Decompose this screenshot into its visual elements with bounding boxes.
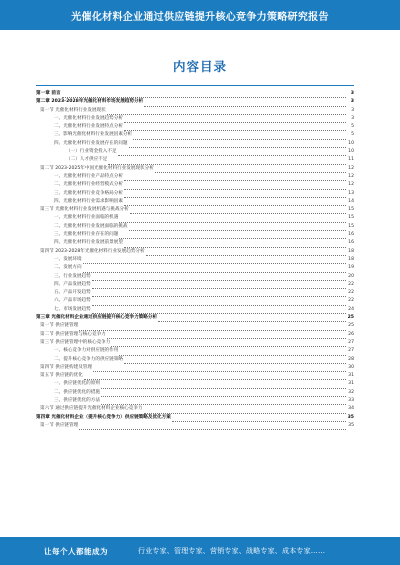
toc-entry-page: 22 [348,290,354,296]
toc-entry-page: 35 [347,414,354,420]
toc-entry-page: 31 [348,373,354,379]
toc-entry-page: 15 [348,207,354,213]
toc-entry-title: 四、光催化材料行业发展存在的问题 [54,140,128,146]
toc-entry[interactable] [36,397,354,405]
toc-leader-dots [84,373,346,380]
toc-entry[interactable] [36,347,354,355]
toc-entry-page: 14 [348,198,354,204]
toc-leader-dots [107,332,346,339]
toc-entry-title: 第三节 光催化材料行业发展机遇与挑战分析 [40,207,129,213]
toc-leader-dots [129,224,346,231]
toc-entry-page: 13 [348,190,354,196]
toc-leader-dots [124,199,346,206]
toc-entry-title: 第一节 供应链管理 [40,323,79,329]
toc-entry-title: 三、光催化材料行业存在的问题 [54,232,119,238]
toc-entry-title: 二、光催化材料行业发展面临的挑战 [54,223,128,229]
toc-leader-dots [133,133,346,140]
toc-entry-title: 第四节 供应链构建及管理 [40,364,92,370]
toc-leader-dots [62,91,346,98]
toc-entry-title: 二、光催化材料行业发展特点分析 [54,124,123,130]
toc-entry[interactable] [36,256,354,264]
toc-leader-dots [118,149,346,156]
toc-leader-dots [144,100,346,107]
toc-entry-page: 12 [348,173,354,179]
toc-entry[interactable] [36,414,354,422]
toc-entry-page: 25 [347,315,354,321]
toc-entry[interactable] [36,264,354,272]
toc-leader-dots [124,241,346,248]
toc-divider [36,85,354,86]
toc-entry[interactable] [36,173,354,181]
toc-entry-title: 第一节 供应链管理 [40,422,79,428]
toc-leader-dots [92,307,346,314]
toc-entry-title: 一、光催化材料行业发展趋势分析 [54,115,123,121]
toc-entry-title: 七、市场发展趋势 [54,306,91,312]
toc-entry[interactable] [36,165,354,173]
toc-leader-dots [119,232,346,239]
toc-entry-title: 第五节 供应链的优化 [40,373,83,379]
toc-leader-dots [130,207,346,214]
toc-entry[interactable] [36,107,354,115]
toc-entry-page: 27 [348,348,354,354]
toc-entry[interactable] [36,297,354,305]
toc-entry-title: 第三节 供应链管理中的核心竞争力 [40,339,111,345]
toc-entry-page: 25 [348,323,354,329]
toc-leader-dots [111,340,346,347]
toc-entry-title: 第二章 2023-2028年光催化材料市场发展趋势分析 [36,99,144,105]
toc-entry-title: 四、光催化材料行业需求影响因素 [54,198,123,204]
toc-entry-page: 16 [348,232,354,238]
toc-entry-page: 26 [348,331,354,337]
toc-entry-title: 一、光催化材料行业面临的机遇 [54,215,119,221]
toc-entry-title: 第一节 光催化材料行业发展现状 [40,107,106,113]
toc-leader-dots [93,365,346,372]
toc-entry-title: 第六节 通过供应链提升光催化材料企业核心竞争力 [40,406,143,412]
toc-entry-title: 第一章 前言 [36,91,61,96]
toc-entry-page: 10 [348,140,354,146]
toc-leader-dots [124,124,346,131]
toc-entry-page: 24 [348,306,354,312]
toc-entry[interactable] [36,140,354,148]
toc-entry-page: 28 [348,356,354,362]
toc-entry-page: 11 [348,157,354,163]
toc-entry[interactable] [36,380,354,388]
toc-leader-dots [92,274,346,281]
toc-entry-title: 第三章 光催化材料企业通过供应链提升核心竞争力策略分析 [36,315,158,321]
toc-leader-dots [101,390,346,397]
toc-entry-page: 22 [348,281,354,287]
toc-leader-dots [83,257,346,264]
toc-entry-title: 四、光催化材料行业发展前景展望 [54,240,123,246]
toc-entry[interactable] [36,248,354,256]
toc-entry-page: 33 [348,397,354,403]
toc-leader-dots [129,141,346,148]
toc-entry-page: 35 [348,422,354,428]
toc-entry[interactable] [36,90,354,98]
toc-entry-title: 第四章 光催化材料企业（提升核心竞争力）供应链策略及优化方案 [36,414,171,420]
toc-entry-page: 3 [350,91,354,96]
toc-entry[interactable] [36,389,354,397]
toc-entry[interactable] [36,331,354,339]
toc-entry-page: 12 [348,165,354,171]
toc-entry[interactable] [36,273,354,281]
toc-leader-dots [101,398,346,405]
toc-entry-title: 二、光催化材料行业经营模式分析 [54,182,123,188]
toc-leader-dots [124,116,346,123]
toc-entry-page: 3 [351,115,354,121]
toc-entry-page: 3 [351,107,354,113]
report-title: 光催化材料企业通过供应链提升核心竞争力策略研究报告 [71,11,329,23]
toc-leader-dots [124,183,346,190]
toc-entry[interactable] [36,364,354,372]
toc-entry-title: 四、产品发展趋势 [54,281,91,287]
toc-entry-page: 15 [348,215,354,221]
toc-leader-dots [92,290,346,297]
toc-entry[interactable] [36,339,354,347]
toc-entry[interactable] [36,289,354,297]
toc-entry[interactable] [36,306,354,314]
toc-leader-dots [108,158,346,165]
toc-entry-page: 10 [348,149,354,155]
toc-entry[interactable] [36,115,354,123]
toc-entry[interactable] [36,372,354,380]
toc-entry-page: 15 [348,223,354,229]
toc-heading: 内容目录 [172,59,227,74]
toc-entry-page: 22 [348,298,354,304]
toc-entry-title: 第四节 2023-2028年光催化材料行业发展趋势分析 [40,248,145,254]
toc-entry-page: 18 [348,256,354,262]
toc-leader-dots [92,299,346,306]
toc-entry[interactable] [36,356,354,364]
toc-entry[interactable] [36,239,354,247]
toc-entry[interactable] [36,314,354,322]
toc-leader-dots [158,315,346,322]
footer-bar [0,537,400,565]
toc-entry[interactable] [36,148,354,156]
toc-entry-title: 六、产品市场趋势 [54,298,91,304]
toc-entry-page: 34 [348,406,354,412]
toc-entry-page: 20 [348,273,354,279]
toc-entry-page: 16 [348,240,354,246]
toc-entry[interactable] [36,131,354,139]
toc-leader-dots [119,216,346,223]
toc-leader-dots [144,407,346,414]
toc-leader-dots [79,423,346,430]
toc-entry-page: 30 [348,364,354,370]
toc-entry-title: 一、供应链优化的原则 [54,381,100,387]
toc-entry-title: 一、光催化材料行业产品特点分析 [54,173,123,179]
toc-entry-title: 五、产品开发趋势 [54,290,91,296]
toc-leader-dots [124,357,346,364]
toc-entry-page: 5 [351,124,354,130]
footer-slogan: 让每个人都能成为 [44,546,108,556]
toc-entry-title: 一、核心竞争力对供应链的作用 [54,348,119,354]
toc-entry-title: 三、影响光催化材料行业发展因素分析 [54,132,133,138]
toc-entry[interactable] [36,123,354,131]
toc-entry-page: 32 [348,389,354,395]
toc-leader-dots [92,282,346,289]
toc-entry-title: 三、光催化材料行业竞争格局分析 [54,190,123,196]
toc-leader-dots [124,191,346,198]
toc-entry-title: 第二节 供应链管理与核心竞争力 [40,331,106,337]
toc-leader-dots [119,349,346,356]
toc-leader-dots [124,174,346,181]
toc-entry-title: 三、行业发展趋势 [54,273,91,279]
toc-entry-title: （二）人才供应不足 [66,157,108,163]
toc-entry-title: 三、供应链优化的方法 [54,397,100,403]
toc-entry[interactable] [36,322,354,330]
table-of-contents [36,90,354,430]
toc-entry[interactable] [36,206,354,214]
toc-entry-page: 12 [348,182,354,188]
toc-entry-page: 27 [348,339,354,345]
toc-entry[interactable] [36,422,354,430]
toc-leader-dots [146,249,346,256]
toc-entry-title: 第二节 2023-2025年中国光催化材料行业发展现状分析 [40,165,154,171]
toc-leader-dots [107,108,346,115]
report-header-bar [0,0,400,30]
toc-leader-dots [155,166,346,173]
toc-leader-dots [79,324,346,331]
toc-entry[interactable] [36,231,354,239]
toc-entry-title: （一）行业资金投入不足 [66,149,117,155]
toc-entry[interactable] [36,214,354,222]
footer-roles: 行业专家、管理专家、营销专家、战略专家、成本专家…… [138,547,326,555]
toc-entry[interactable] [36,198,354,206]
toc-entry[interactable] [36,281,354,289]
toc-entry-page: 3 [350,99,354,105]
toc-entry[interactable] [36,98,354,106]
toc-entry[interactable] [36,405,354,413]
toc-leader-dots [83,266,346,273]
toc-entry-title: 二、提升核心竞争力的供应链策略 [54,356,123,362]
toc-entry-title: 二、发展方向 [54,265,82,271]
toc-entry-page: 19 [348,265,354,271]
toc-entry-title: 二、供应链优化的措施 [54,389,100,395]
toc-entry[interactable] [36,190,354,198]
toc-leader-dots [101,382,346,389]
toc-entry-page: 18 [348,248,354,254]
toc-leader-dots [172,415,346,422]
toc-entry-title: 一、发展环境 [54,256,82,262]
toc-entry[interactable] [36,156,354,164]
toc-entry-page: 31 [348,381,354,387]
toc-entry[interactable] [36,223,354,231]
toc-entry-page: 5 [351,132,354,138]
toc-entry[interactable] [36,181,354,189]
